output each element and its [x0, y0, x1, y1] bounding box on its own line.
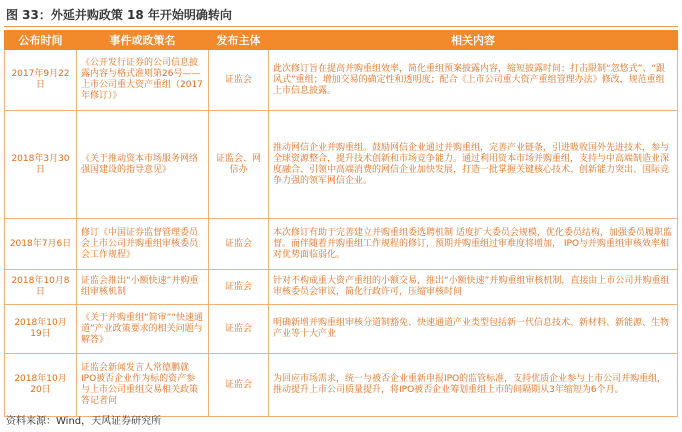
cell-event: 证监会新闻发言人常德鹏就IPO被否企业作为标的资产参与上市公司重组交易相关政策答记者问: [77, 354, 209, 417]
cell-content: 此次修订旨在提高并购重组效率，简化重组预案披露内容，缩短披露时间；打击限制“忽悠式”、“跟风式”重组；增加交易的确定性和透明度；配合《上市公司重大资产重组管理办法》修改，规范重组上市信息披露。: [269, 50, 678, 111]
cell-content: 本次修订有助于完善建立并购重组委选聘机制 适度扩大委员会规模，优化委员结构，加强委员履职监督。而伴随着并购重组工作规程的修订，预期并购重组过审难度将增加， IPO与并购重组审核效率相对优势面临弱化。: [269, 219, 678, 270]
title-divider: [4, 26, 678, 27]
cell-date: 2018年10月20日: [5, 354, 77, 417]
cell-date: 2018年3月30日: [5, 111, 77, 219]
cell-content: 为回应市场需求，统一与被否企业重新申报IPO的监管标准，支持优质企业参与上市公司并购重组，推动提升上市公司质量提升，将IPO被否企业筹划重组上市的间隔期从3年缩短为6个月。: [269, 354, 678, 417]
cell-date: 2018年7月6日: [5, 219, 77, 270]
cell-issuer: 证监会: [209, 305, 269, 354]
table-row: [5, 354, 678, 417]
cell-event: 《公开发行证券的公司信息披露内容与格式准则第26号——上市公司重大资产重组（2017年修订）》: [77, 50, 209, 111]
table-row: [5, 219, 678, 270]
cell-issuer: 证监会: [209, 270, 269, 305]
cell-content: 明确新增并购重组审核分道制豁免、快速通道产业类型包括新一代信息技术、新材料、新能源、生物产业等十大产业: [269, 305, 678, 354]
header-date: 公布时间: [5, 31, 77, 50]
cell-date: 2018年10月19日: [5, 305, 77, 354]
cell-event: 修订《中国证券监督管理委员会上市公司并购重组审核委员会工作规程》: [77, 219, 209, 270]
cell-date: 2017年9月22日: [5, 50, 77, 111]
cell-issuer: 证监会: [209, 219, 269, 270]
figure-title: 图 33：外延并购政策 18 年开始明确转向: [6, 8, 232, 22]
cell-issuer: 证监会: [209, 50, 269, 111]
table-header-row: [5, 31, 678, 50]
source-note: 资料来源：Wind，天风证券研究所: [6, 416, 162, 427]
table-row: [5, 111, 678, 219]
cell-issuer: 证监会、网信办: [209, 111, 269, 219]
cell-content: 针对不构成重大资产重组的小额交易，推出“小额快速”并购重组审核机制，直接由上市公司并购重组审核委员会审议，简化行政许可，压缩审核时间: [269, 270, 678, 305]
cell-event: 《关于并购重组“简审”“快速通道”产业政策要求的相关问题与解答》: [77, 305, 209, 354]
table-row: [5, 305, 678, 354]
cell-event: 《关于推动资本市场服务网络强国建设的指导意见》: [77, 111, 209, 219]
cell-content: 推动网信企业并购重组。鼓励网信企业通过并购重组，完善产业链条，引进吸收国外先进技术，参与全球资源整合，提升技术创新和市场竞争能力。通过利用资本市场并购重组，支持与中高端制造业深度融合、引领中高端消费的网信企业加快发展，打造一批掌握关键核心技术、创新能力突出、国际竞争力强的领军网信企业。: [269, 111, 678, 219]
policy-table: [4, 30, 678, 417]
header-content: 相关内容: [269, 31, 678, 50]
header-event: 事件或政策名: [77, 31, 209, 50]
table-row: [5, 50, 678, 111]
header-issuer: 发布主体: [209, 31, 269, 50]
table-row: [5, 270, 678, 305]
cell-date: 2018年10月8日: [5, 270, 77, 305]
cell-issuer: 证监会: [209, 354, 269, 417]
cell-event: 证监会推出“小额快速”并购重组审核机制: [77, 270, 209, 305]
